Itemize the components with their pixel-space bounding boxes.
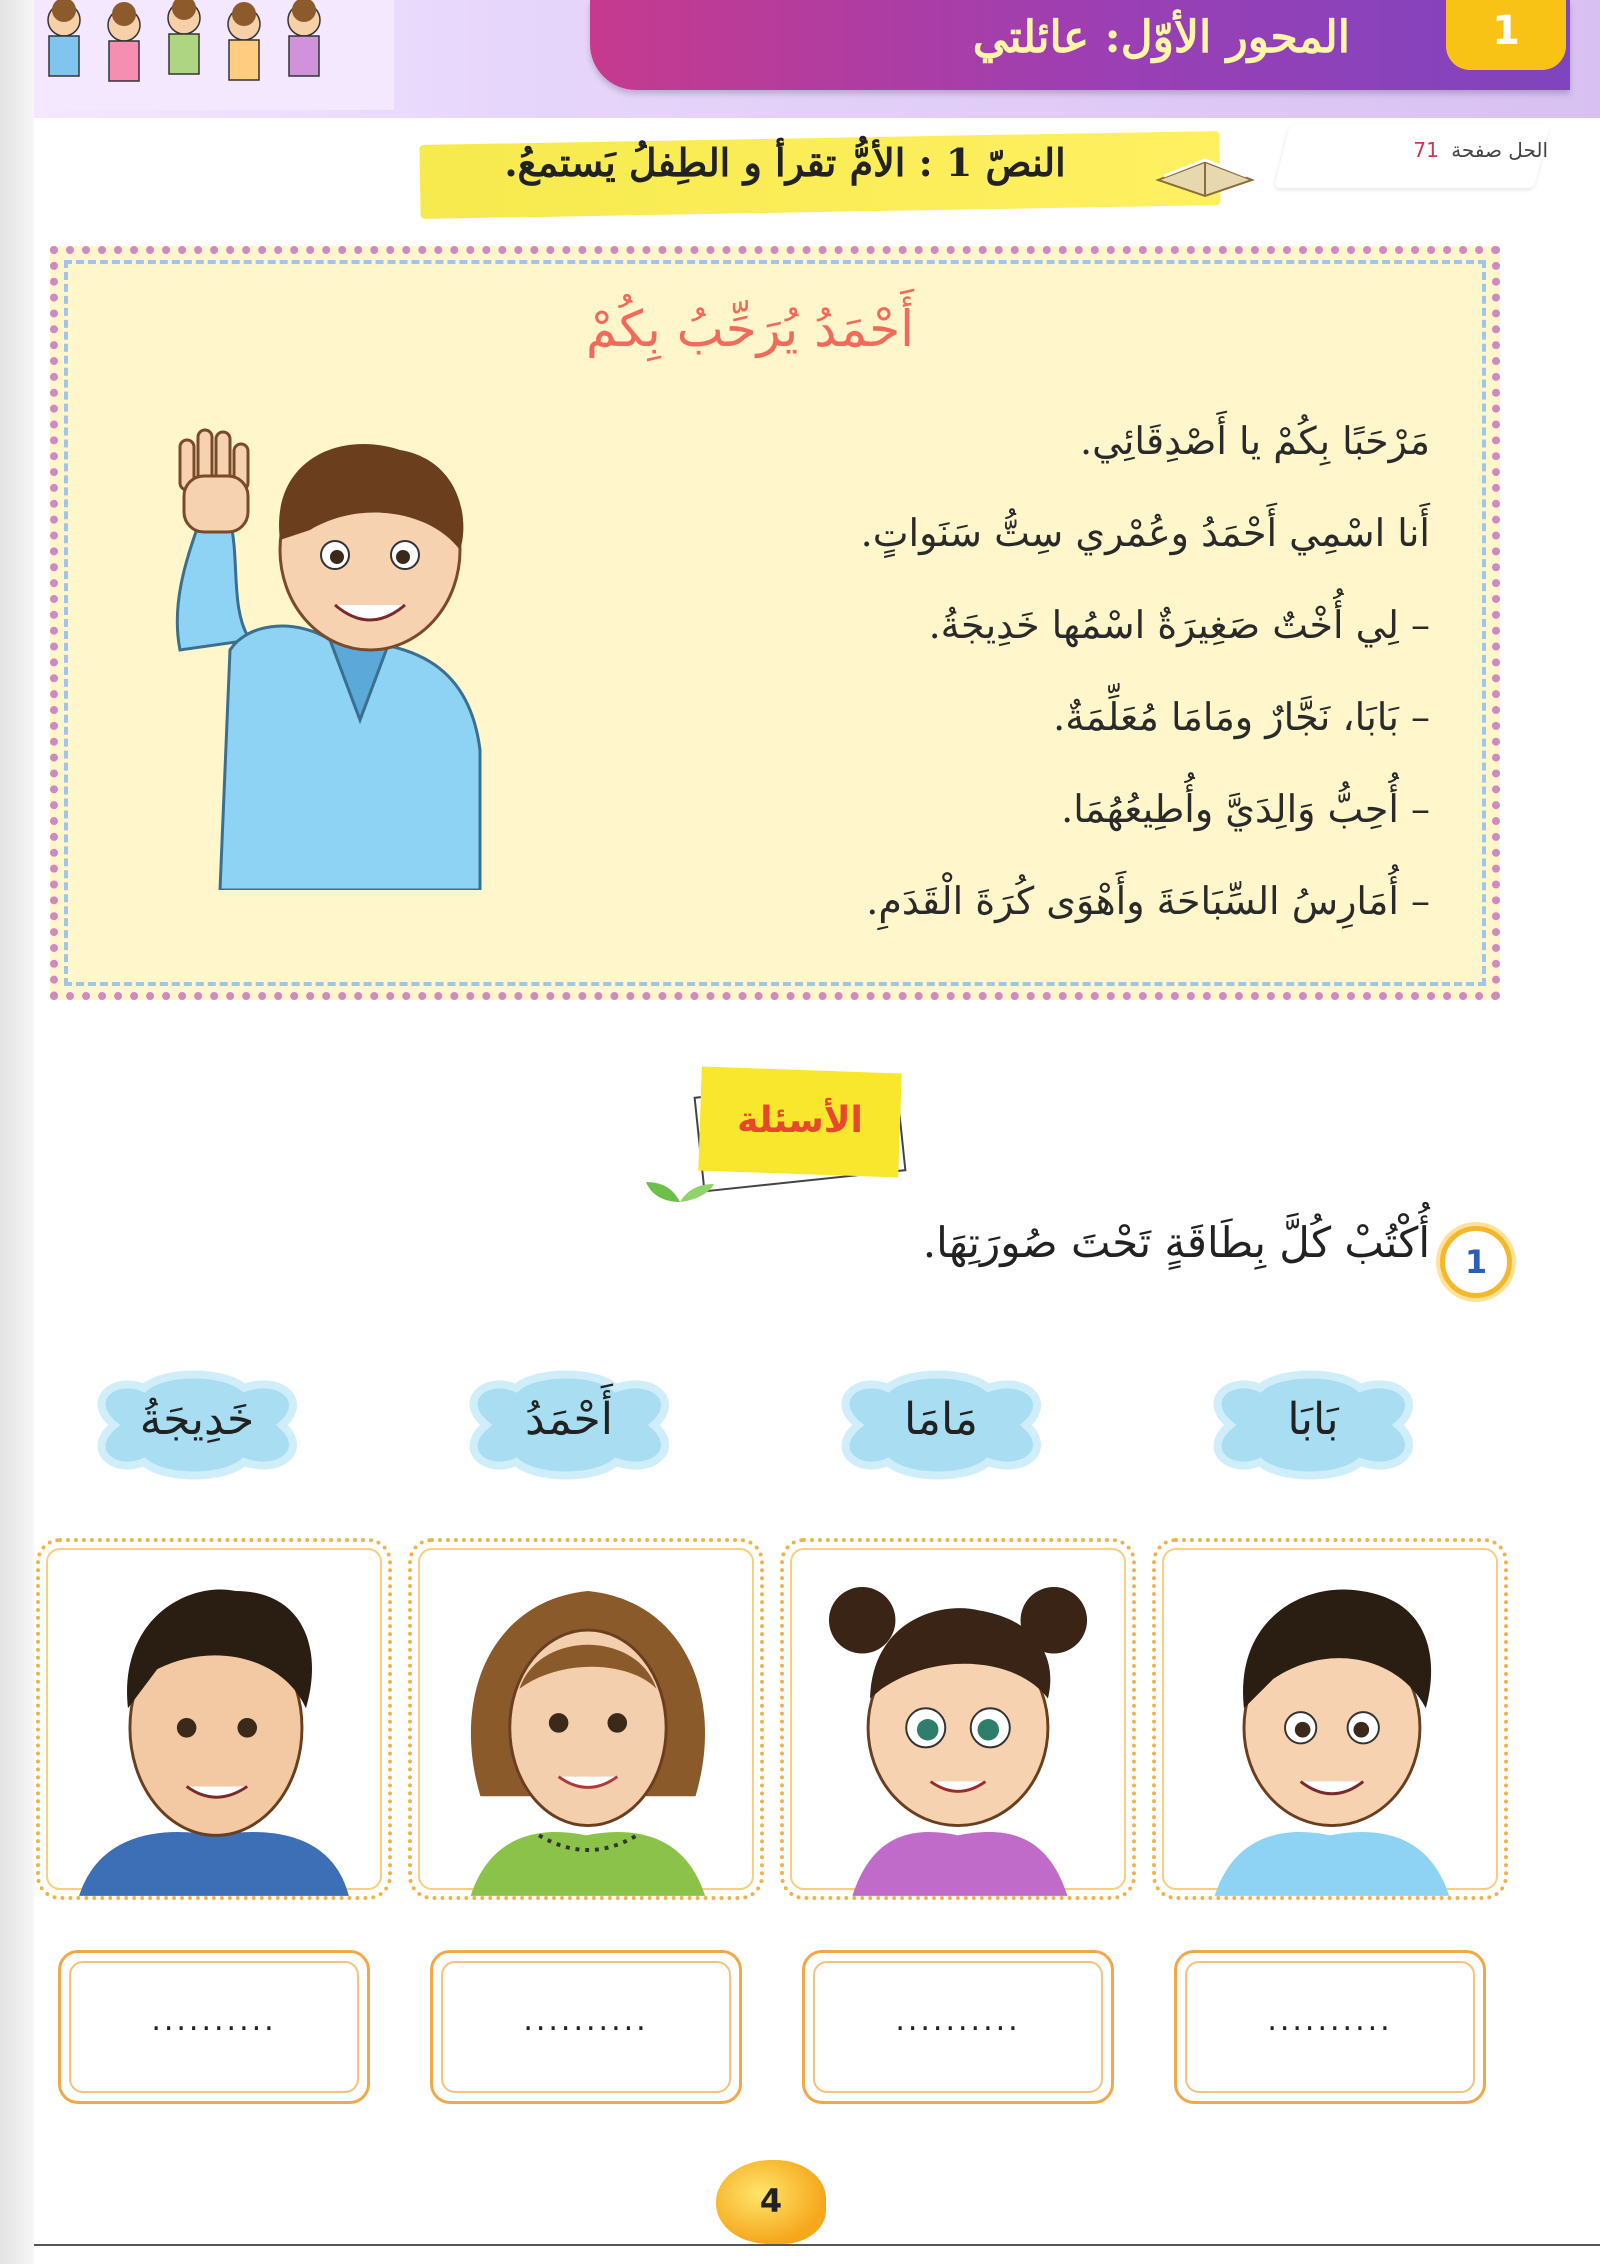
word-card[interactable] [456, 1370, 682, 1480]
word-card[interactable] [84, 1370, 310, 1480]
page-number: 4 [759, 2182, 783, 2220]
questions-label: الأسئلة [737, 1100, 863, 1141]
answer-placeholder: .......... [895, 2003, 1021, 2038]
story-line: – لِي أُخْتٌ صَغِيرَةٌ اسْمُها خَدِيجَةُ. [928, 603, 1430, 647]
teen-boy-portrait-icon [40, 1542, 388, 1896]
answer-placeholder: .......... [151, 2003, 277, 2038]
bottom-rule [34, 2244, 1600, 2246]
story-line: – أُحِبُّ وَالِدَيَّ وأُطِيعُهُمَا. [1061, 787, 1430, 831]
story-line: مَرْحَبًا بِكُمْ يا أَصْدِقَائِي. [1080, 419, 1430, 463]
solution-reference [1413, 138, 1548, 162]
answer-placeholder: .......... [523, 2003, 649, 2038]
chapter-banner [590, 0, 1570, 90]
answer-box[interactable] [58, 1950, 370, 2104]
story-line: – أُمَارِسُ السِّبَاحَةَ وأَهْوَى كُرَةَ الْقَدَمِ. [866, 879, 1430, 923]
word-card[interactable] [1200, 1370, 1426, 1480]
portrait-frame [780, 1538, 1136, 1900]
solution-label: الحل صفحة [1451, 138, 1548, 162]
children-illustration-icon [34, 0, 394, 110]
story-line: – بَابَا، نَجَّارٌ ومَامَا مُعَلِّمَةٌ. [1053, 695, 1430, 739]
story-line: أَنا اسْمِي أَحْمَدُ وعُمْري سِتُّ سَنَواتٍ. [860, 511, 1430, 555]
answer-placeholder: .......... [1267, 2003, 1393, 2038]
story-title: أَحْمَدُ يُرَحِّبُ بِكُمْ [585, 300, 915, 358]
portrait-frame [36, 1538, 392, 1900]
book-icon [1150, 140, 1260, 200]
chapter-title: المحور الأوّل: عائلتي [972, 12, 1350, 63]
woman-portrait-icon [412, 1542, 760, 1896]
girl-portrait-icon [784, 1542, 1132, 1896]
leaves-icon [640, 1172, 720, 1212]
portrait-frame [1152, 1538, 1508, 1900]
lesson-title: النصّ 1 : الأمُّ تقرأ و الطِفلُ يَستمعُ. [504, 140, 1066, 185]
word-card-label: مَامَا [904, 1394, 978, 1445]
boy-portrait-icon [1156, 1542, 1504, 1896]
waving-boy-illustration-icon [160, 420, 540, 890]
page-edge-shadow [0, 0, 34, 2264]
answer-box[interactable] [430, 1950, 742, 2104]
portrait-frame [408, 1538, 764, 1900]
word-card-label: أَحْمَدُ [525, 1394, 613, 1445]
story-text [690, 395, 1430, 947]
question-instruction: أُكْتُبْ كُلَّ بِطَاقَةٍ تَحْتَ صُورَتِهَا. [922, 1218, 1430, 1267]
answer-box[interactable] [1174, 1950, 1486, 2104]
answer-box[interactable] [802, 1950, 1114, 2104]
chapter-number: 1 [1446, 0, 1566, 70]
solution-page: 71 [1413, 138, 1439, 162]
word-card-label: خَدِيجَةُ [139, 1394, 255, 1445]
word-card-label: بَابَا [1287, 1394, 1339, 1445]
question-number-badge: 1 [1440, 1226, 1512, 1298]
word-card[interactable] [828, 1370, 1054, 1480]
